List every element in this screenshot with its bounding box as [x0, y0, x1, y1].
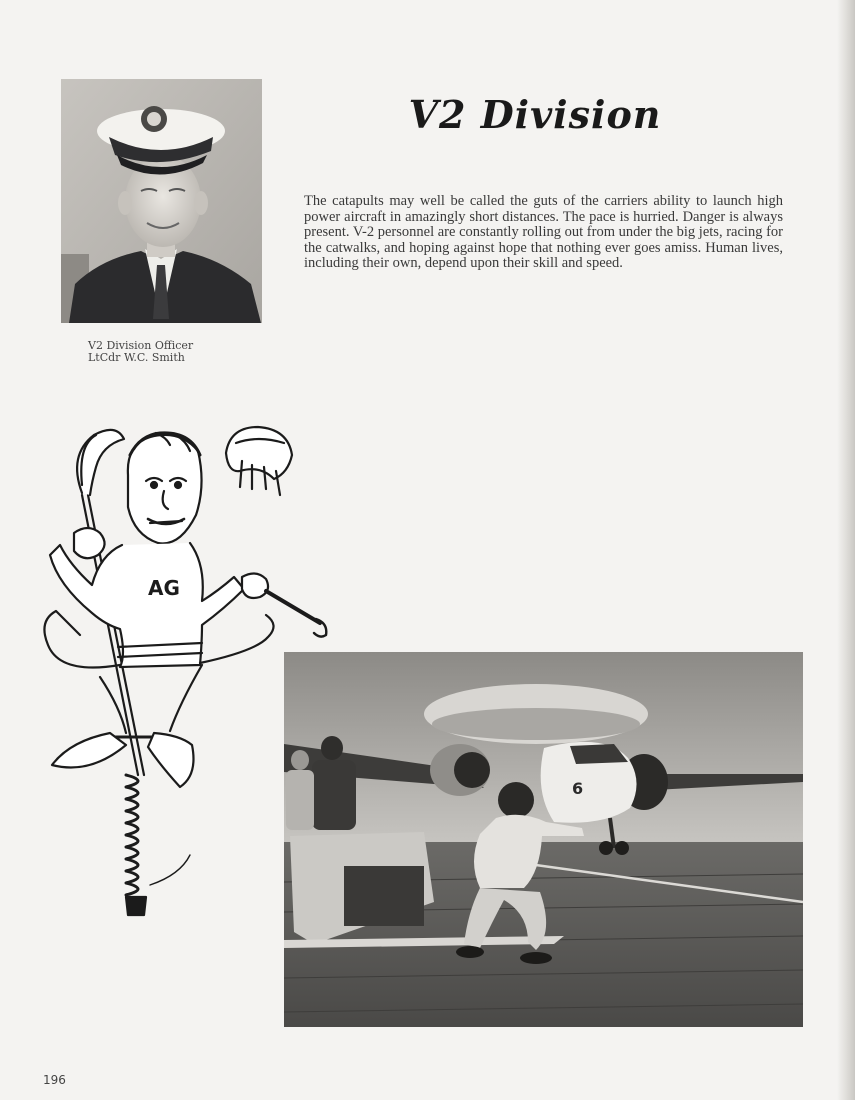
aircraft-number: 6 [572, 779, 584, 798]
portrait-caption [88, 340, 248, 364]
page-title: V2 Division [408, 92, 662, 137]
shirt-letters: AG [148, 576, 180, 600]
page-number: 196 [43, 1073, 66, 1087]
body-paragraph: The catapults may well be called the guts of the carriers ability to launch high power aircraft in amazingly short distances. The pace is hurried. Danger is always present. V-2 personnel are constantly rolling out from under the big jets, racing for the catwalks, and hoping against hope that nothing ever goes amiss. Human lives, including their own, depend upon their skill and speed. [304, 193, 783, 272]
officer-portrait-photo [61, 79, 262, 323]
caption-line-1: V2 Division Officer [88, 339, 194, 352]
page-edge-shadow [837, 0, 855, 1100]
flight-deck-photo [284, 652, 803, 1027]
caption-line-2: LtCdr W.C. Smith [88, 351, 185, 364]
